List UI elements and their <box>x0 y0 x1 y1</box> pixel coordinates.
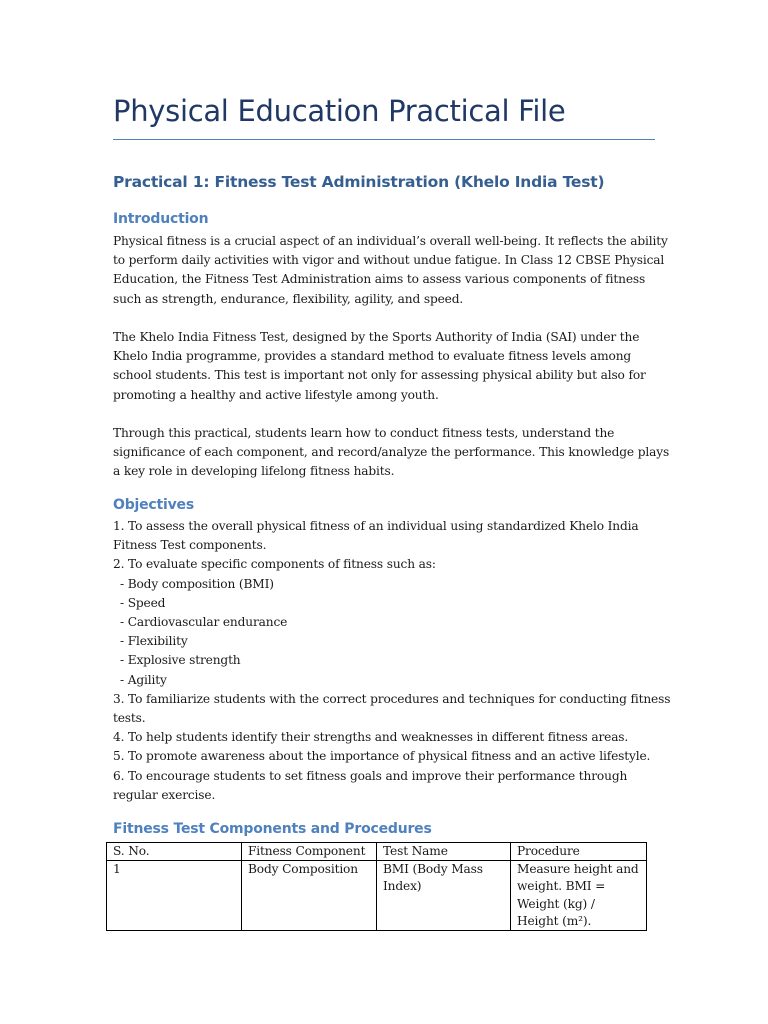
list-item: 2. To evaluate specific components of fitness such as: <box>113 557 436 572</box>
list-item: tests. <box>113 711 146 726</box>
table-row <box>107 861 647 931</box>
text-line: promoting a healthy and active lifestyle among youth. <box>113 387 439 402</box>
list-item: Fitness Test components. <box>113 538 267 553</box>
list-item: 5. To promote awareness about the importance of physical fitness and an active lifestyle. <box>113 749 651 764</box>
introduction-heading: Introduction <box>113 211 209 227</box>
table-header-cell: Fitness Component <box>242 843 377 861</box>
table-cell-component: Body Composition <box>242 861 377 931</box>
table-header-cell: S. No. <box>107 843 242 861</box>
table-header-cell: Procedure <box>511 843 647 861</box>
table-cell-sno: 1 <box>107 861 242 931</box>
text-line: school students. This test is important not only for assessing physical ability but also for <box>113 368 646 383</box>
cell-line: Height (m²). <box>517 913 592 928</box>
text-line: Education, the Fitness Test Administration aims to assess various components of fitness <box>113 272 646 287</box>
cell-line: Measure height and <box>517 862 639 877</box>
table-cell-test <box>377 861 511 931</box>
list-item: - Agility <box>120 672 167 687</box>
cell-line: weight. BMI = <box>517 879 606 894</box>
cell-line: Weight (kg) / <box>517 896 595 911</box>
list-item: 1. To assess the overall physical fitness of an individual using standardized Khelo India <box>113 519 639 533</box>
introduction-paragraph-1 <box>113 232 668 309</box>
list-item: 3. To familiarize students with the correct procedures and techniques for conducting fitness <box>113 691 671 706</box>
table-header-row <box>107 843 647 861</box>
list-item: - Cardiovascular endurance <box>120 615 288 630</box>
table-header-cell: Test Name <box>377 843 511 861</box>
text-line: Khelo India programme, provides a standard method to evaluate fitness levels among <box>113 349 632 364</box>
text-line: to perform daily activities with vigor and without undue fatigue. In Class 12 CBSE Physical <box>113 253 665 268</box>
objectives-list <box>113 517 671 805</box>
title-underline <box>113 139 655 140</box>
introduction-paragraph-3 <box>113 424 670 482</box>
list-item: regular exercise. <box>113 787 216 802</box>
document-title: Physical Education Practical File <box>113 94 566 128</box>
list-item: - Body composition (BMI) <box>120 576 274 591</box>
introduction-paragraph-2 <box>113 328 658 405</box>
text-line: The Khelo India Fitness Test, designed by the Sports Authority of India (SAI) under the <box>113 330 640 344</box>
practical-heading: Practical 1: Fitness Test Administration (Khelo India Test) <box>113 173 605 191</box>
text-line: Through this practical, students learn how to conduct fitness tests, understand the <box>113 426 615 440</box>
list-item: 6. To encourage students to set fitness goals and improve their performance through <box>113 768 628 783</box>
list-item: - Explosive strength <box>120 653 241 668</box>
table-cell-procedure <box>511 861 647 931</box>
components-heading: Fitness Test Components and Procedures <box>113 821 432 837</box>
text-line: a key role in developing lifelong fitness habits. <box>113 464 395 479</box>
list-item: 4. To help students identify their strengths and weaknesses in different fitness areas. <box>113 730 629 745</box>
text-line: such as strength, endurance, flexibility, agility, and speed. <box>113 291 464 306</box>
cell-line: Index) <box>383 879 422 894</box>
cell-line: BMI (Body Mass <box>383 862 483 877</box>
text-line: Physical fitness is a crucial aspect of an individual’s overall well-being. It reflects the ability <box>113 234 668 248</box>
fitness-test-table <box>106 842 647 931</box>
list-item: - Speed <box>120 595 166 610</box>
list-item: - Flexibility <box>120 634 188 649</box>
text-line: significance of each component, and record/analyze the performance. This knowledge plays <box>113 445 670 460</box>
objectives-heading: Objectives <box>113 497 194 513</box>
